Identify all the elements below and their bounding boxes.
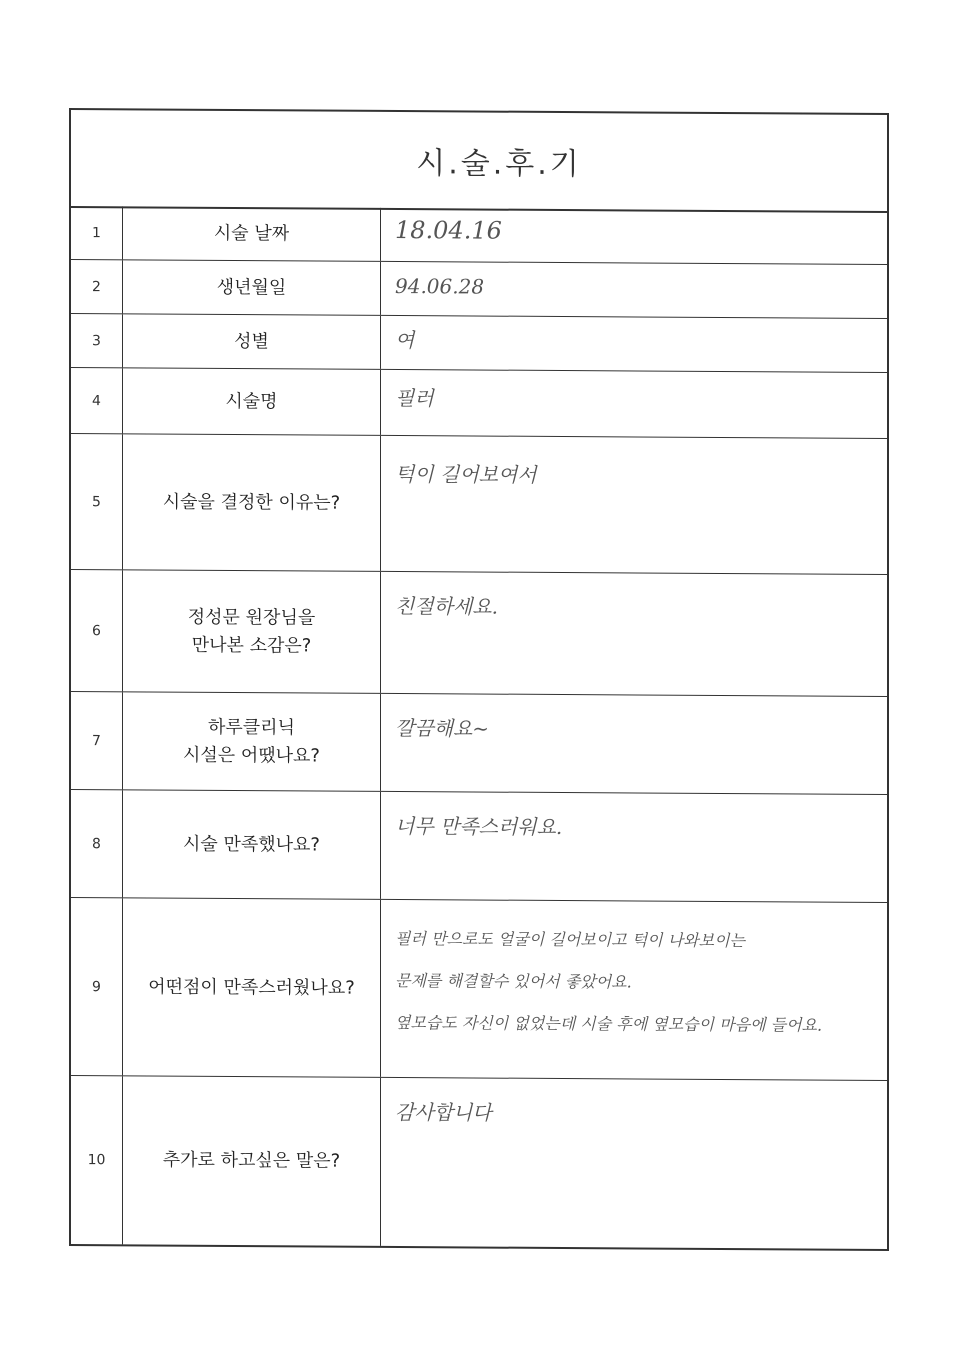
answer-line: 너무 만족스러워요. (395, 813, 563, 840)
answer-line: 94.06.28 (395, 273, 485, 299)
answer-line: 턱이 길어보여서 (395, 461, 537, 487)
row-number: 8 (71, 790, 123, 897)
handwritten-answer (381, 900, 887, 1080)
form-row-9 (71, 898, 887, 1081)
answer-line: 깔끔해요~ (395, 715, 490, 741)
question-label: 생년월일 (123, 260, 381, 315)
question-label: 시술 날짜 (123, 206, 381, 261)
question-label: 시술을 결정한 이유는? (123, 434, 381, 571)
handwritten-answer (381, 572, 887, 696)
row-number: 2 (71, 260, 123, 313)
form-row-2 (71, 260, 887, 319)
form-row-10 (71, 1076, 887, 1249)
row-number: 5 (71, 434, 123, 569)
question-label: 추가로 하고싶은 말은? (123, 1076, 381, 1246)
question-label: 하루클리닉 시설은 어땠나요? (123, 692, 381, 791)
review-form (69, 108, 889, 1251)
question-label: 시술 만족했나요? (123, 790, 381, 899)
form-row-1 (71, 206, 887, 265)
question-label: 어떤점이 만족스러웠나요? (123, 898, 381, 1077)
answer-line: 감사합니다 (395, 1099, 492, 1125)
handwritten-answer (381, 370, 887, 438)
answer-line: 필러 (395, 385, 434, 411)
form-header (71, 110, 887, 213)
handwritten-answer (381, 694, 887, 794)
form-row-8 (71, 790, 887, 903)
answer-line: 18.04.16 (395, 215, 502, 245)
answer-line: 옆모습도 자신이 없었는데 시술 후에 옆모습이 마음에 들어요. (395, 1012, 823, 1035)
answer-line: 친절하세요. (395, 593, 498, 619)
handwritten-answer (381, 316, 887, 372)
row-number: 4 (71, 368, 123, 433)
row-number: 9 (71, 898, 123, 1075)
row-number: 6 (71, 570, 123, 691)
answer-line: 필러 만으로도 얼굴이 길어보이고 턱이 나와보이는 (395, 928, 746, 951)
row-number: 3 (71, 314, 123, 367)
row-number: 7 (71, 692, 123, 789)
form-row-5 (71, 434, 887, 575)
form-row-4 (71, 368, 887, 439)
handwritten-answer (381, 262, 887, 318)
question-label: 정성문 원장님을 만나본 소감은? (123, 570, 381, 693)
row-number: 10 (71, 1076, 123, 1244)
form-row-7 (71, 692, 887, 795)
form-row-3 (71, 314, 887, 373)
question-label: 시술명 (123, 368, 381, 435)
handwritten-answer (381, 436, 887, 574)
form-title: 시.술.후.기 (416, 146, 582, 183)
answer-line: 문제를 해결할수 있어서 좋았어요. (395, 970, 632, 992)
handwritten-answer (381, 792, 887, 902)
form-row-6 (71, 570, 887, 697)
question-label: 성별 (123, 314, 381, 369)
row-number: 1 (71, 206, 123, 259)
answer-line: 여 (395, 327, 415, 353)
handwritten-answer (381, 1078, 887, 1249)
handwritten-answer (381, 208, 887, 264)
